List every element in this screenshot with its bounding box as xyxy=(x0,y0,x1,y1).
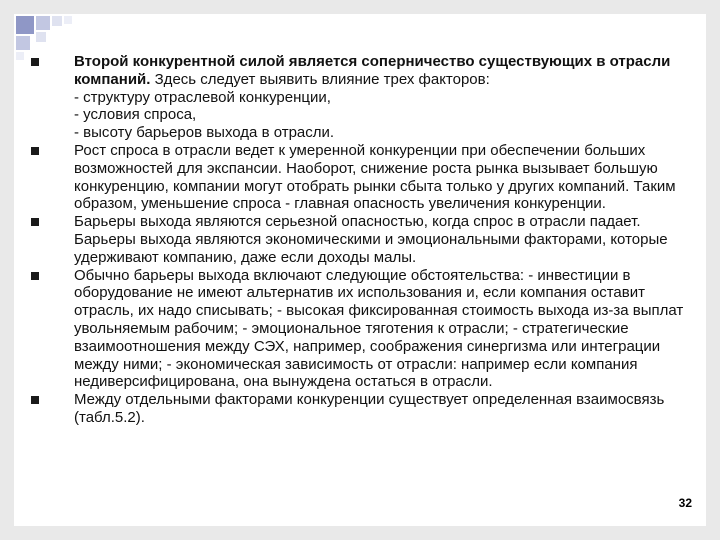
corner-decoration xyxy=(14,14,94,54)
decoration-square xyxy=(64,16,72,24)
square-bullet-icon xyxy=(31,147,39,155)
decoration-square xyxy=(16,36,30,50)
list-item xyxy=(31,142,691,213)
list-item xyxy=(31,53,691,142)
list-item-line: - структуру отраслевой конкуренции, xyxy=(74,88,331,106)
decoration-square xyxy=(36,16,50,30)
decoration-square xyxy=(52,16,62,26)
square-bullet-icon xyxy=(31,218,39,226)
list-item-text: Обычно барьеры выхода включают следующие обстоятельства: - инвестиции в оборудование не имеют альтернатив их использования и, если компания оставит отрасль, их надо списывать; - высокая фиксированная стоимость выхода из-за выплат увольняемым рабочим; - эмоциональное тяготения к отрасли; - стратегические взаимоотношения между СЭХ, например, соображения синергизма или интеграции между ними; - экономическая зависимость от отрасли: например если компания недиверсифицирована, она вынуждена остаться в отрасли. xyxy=(74,266,684,391)
page-number: 32 xyxy=(678,496,692,510)
bold-lead-text: Второй конкурентной силой является соперничество существующих в отрасли компаний. xyxy=(74,53,671,88)
list-item-line: - условия спроса, xyxy=(74,106,197,124)
list-item-text: Здесь следует выявить влияние трех факторов: xyxy=(154,70,490,88)
list-item-line: - высоту барьеров выхода в отрасли. xyxy=(74,124,335,142)
decoration-square xyxy=(16,16,34,34)
list-item xyxy=(31,391,691,427)
slide xyxy=(14,14,706,526)
list-item xyxy=(31,213,691,266)
square-bullet-icon xyxy=(31,58,39,66)
square-bullet-icon xyxy=(31,272,39,280)
list-item-text: Между отдельными факторами конкуренции существует определенная взаимосвязь (табл.5.2). xyxy=(74,391,665,426)
decoration-square xyxy=(36,32,46,42)
bullet-list xyxy=(31,53,691,427)
list-item-text: Барьеры выхода являются серьезной опасностью, когда спрос в отрасли падает. Барьеры выхода являются экономическими и эмоциональными факторами, которые удерживают компанию, даже если доходы малы. xyxy=(74,213,668,266)
list-item xyxy=(31,267,691,392)
square-bullet-icon xyxy=(31,396,39,404)
list-item-text: Рост спроса в отрасли ведет к умеренной конкуренции при обеспечении больших возможностей для экспансии. Наоборот, снижение роста рынка вызывает большую конкуренцию, компании могут отобрать рынки сбыта только у других компаний. Таким образом, уменьшение спроса - главная опасность увеличения конкуренции. xyxy=(74,141,676,213)
decoration-square xyxy=(16,52,24,60)
